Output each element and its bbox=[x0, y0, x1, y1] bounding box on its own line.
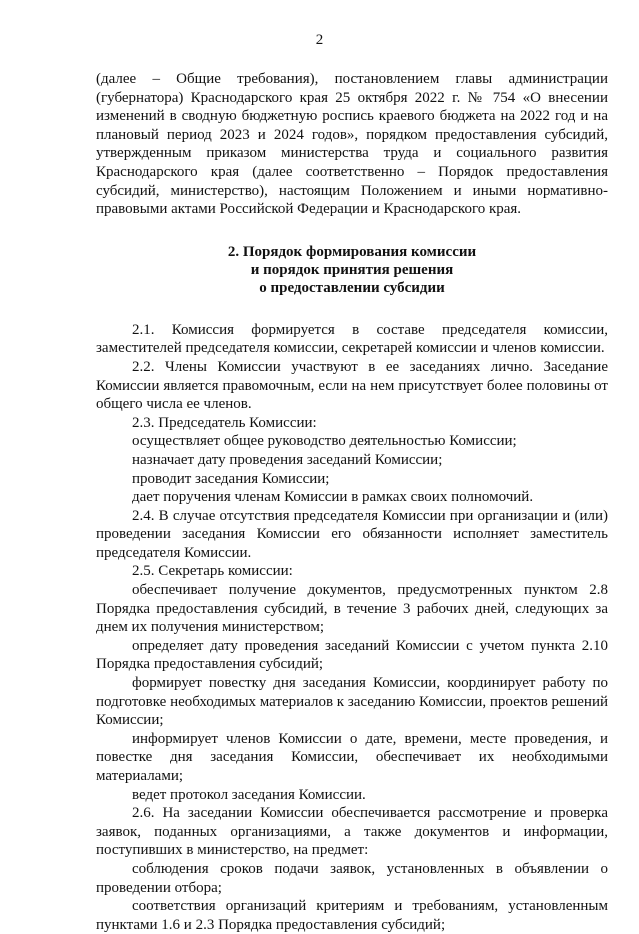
list-item: информирует членов Комиссии о дате, времени, месте проведения, и повестке дня заседания Комиссии, обеспечивает их необходимыми материалами; bbox=[96, 730, 608, 784]
list-item: формирует повестку дня заседания Комиссии, координирует работу по подготовке необходимых материалов к заседанию Комиссии, проектов решений Комиссии; bbox=[96, 675, 608, 729]
list-item: дает поручения членам Комиссии в рамках своих полномочий. bbox=[132, 489, 534, 506]
list-item: ведет протокол заседания Комиссии. bbox=[132, 786, 366, 803]
list-item: соответствия организаций критериям и требованиям, установленным пунктами 1.6 и 2.3 Порядка предоставления субсидий; bbox=[96, 898, 608, 933]
paragraph-2-5: 2.5. Секретарь комиссии: bbox=[132, 563, 293, 580]
document-body bbox=[96, 70, 608, 934]
paragraph-2-3: 2.3. Председатель Комиссии: bbox=[132, 414, 317, 431]
paragraph-2-2: 2.2. Члены Комиссии участвуют в ее заседаниях лично. Заседание Комиссии является правомочным, если на нем присутствует более половины от общего числа ее членов. bbox=[96, 358, 608, 413]
paragraph-2-4: 2.4. В случае отсутствия председателя Комиссии при организации и (или) проведении заседания Комиссии его обязанности исполняет заместитель председателя Комиссии. bbox=[96, 507, 608, 561]
section-heading bbox=[96, 243, 608, 297]
paragraph-2-1: 2.1. Комиссия формируется в составе председателя комиссии, заместителей председателя комиссии, секретарей комиссии и членов комиссии. bbox=[96, 321, 608, 357]
intro-paragraph: (далее – Общие требования), постановлением главы администрации (губернатора) Краснодарского края 25 октября 2022 г. № 754 «О внесении изменений в сводную бюджетную роспись краевого бюджета на 2022 год и на плановый период 2023 и 2024 годов», порядком предоставления субсидий, утвержденным приказом министерства труда и социального развития Краснодарского края (далее соответственно – Порядок предоставления субсидий, министерство), настоящим Положением и иными нормативно-правовыми актами Российской Федерации и Краснодарского края. bbox=[96, 71, 608, 218]
list-item: обеспечивает получение документов, предусмотренных пунктом 2.8 Порядка предоставления субсидий, в течение 3 рабочих дней, следующих за днем их получения министерством; bbox=[96, 582, 608, 636]
list-item: проводит заседания Комиссии; bbox=[132, 470, 330, 487]
list-item: соблюдения сроков подачи заявок, установленных в объявлении о проведении отбора; bbox=[96, 860, 608, 896]
list-item: осуществляет общее руководство деятельностью Комиссии; bbox=[132, 433, 517, 450]
list-item: назначает дату проведения заседаний Комиссии; bbox=[132, 451, 443, 468]
section-heading-line: 2. Порядок формирования комиссии bbox=[227, 243, 477, 260]
paragraph-2-6: 2.6. На заседании Комиссии обеспечивается рассмотрение и проверка заявок, поданных организациями, а также документов и информации, поступивших в министерство, на предмет: bbox=[96, 805, 608, 859]
page-number: 2 bbox=[315, 32, 324, 48]
list-item: определяет дату проведения заседаний Комиссии с учетом пункта 2.10 Порядка предоставления субсидий; bbox=[96, 637, 608, 673]
section-heading-line: о предоставлении субсидии bbox=[259, 279, 445, 296]
section-heading-line: и порядок принятия решения bbox=[250, 261, 454, 278]
